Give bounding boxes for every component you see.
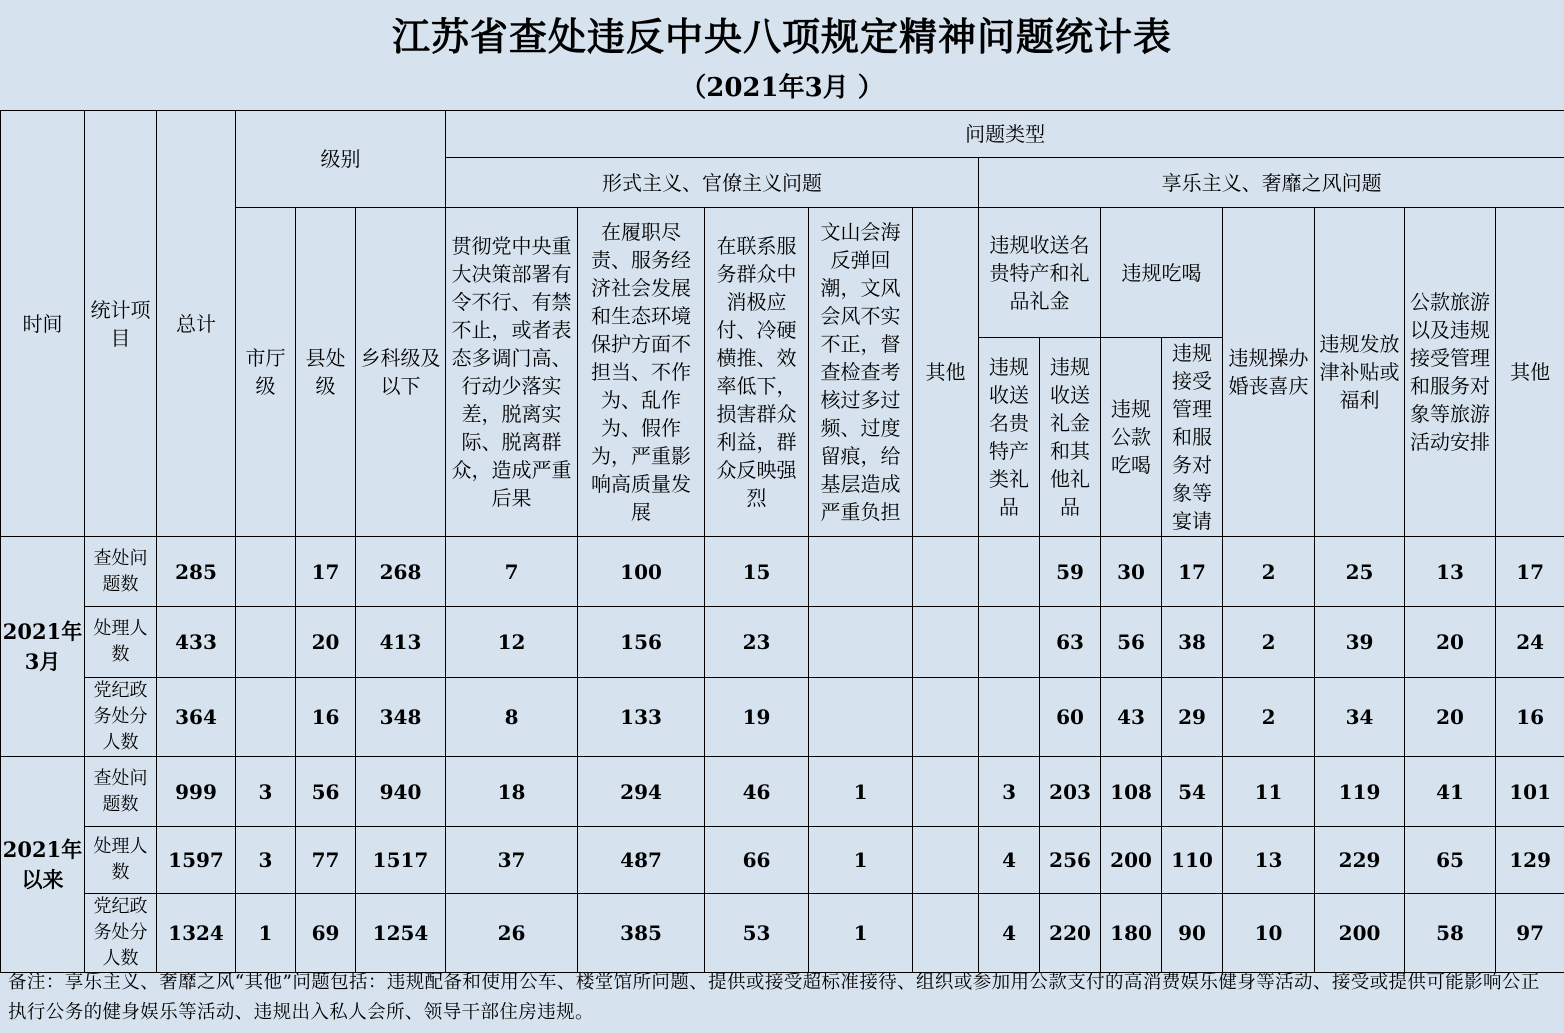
cell-total: 433 — [157, 607, 236, 678]
header-time: 时间 — [1, 111, 85, 537]
cell-total: 364 — [157, 678, 236, 757]
cell-f2: 385 — [578, 894, 705, 973]
header-gift-money: 违规收送礼金和其他礼品 — [1040, 338, 1101, 537]
cell-gift-a — [979, 678, 1040, 757]
cell-county: 17 — [296, 537, 356, 607]
header-level: 级别 — [236, 111, 446, 208]
header-formalism: 形式主义、官僚主义问题 — [446, 158, 979, 208]
cell-city: 3 — [236, 827, 296, 894]
row-item: 处理人数 — [85, 827, 157, 894]
cell-county: 16 — [296, 678, 356, 757]
cell-total: 285 — [157, 537, 236, 607]
cell-other: 129 — [1496, 827, 1564, 894]
cell-eat-a: 108 — [1101, 757, 1162, 827]
cell-county: 77 — [296, 827, 356, 894]
header-eating-banquet: 违规接受管理和服务对象等宴请 — [1162, 338, 1223, 537]
period-label: 2021年以来 — [1, 757, 85, 973]
header-formalism-decision: 贯彻党中央重大决策部署有令不行、有禁不止，或者表态多调门高、行动少落实差，脱离实际、脱离群众，造成严重后果 — [446, 208, 578, 537]
header-gift-specialty: 违规收送名贵特产类礼品 — [979, 338, 1040, 537]
header-travel: 公款旅游以及违规接受管理和服务对象等旅游活动安排 — [1405, 208, 1496, 537]
cell-wedding: 11 — [1223, 757, 1315, 827]
cell-f1: 8 — [446, 678, 578, 757]
header-total: 总计 — [157, 111, 236, 537]
cell-gift-a: 4 — [979, 894, 1040, 973]
cell-f3: 53 — [705, 894, 809, 973]
cell-township: 940 — [356, 757, 446, 827]
cell-wedding: 13 — [1223, 827, 1315, 894]
header-level-township: 乡科级及以下 — [356, 208, 446, 537]
period-label: 2021年3月 — [1, 537, 85, 757]
cell-f2: 133 — [578, 678, 705, 757]
cell-f1: 12 — [446, 607, 578, 678]
cell-f2: 294 — [578, 757, 705, 827]
cell-f1: 18 — [446, 757, 578, 827]
cell-eat-a: 30 — [1101, 537, 1162, 607]
cell-travel: 58 — [1405, 894, 1496, 973]
cell-gift-a — [979, 537, 1040, 607]
cell-total: 1597 — [157, 827, 236, 894]
cell-eat-a: 200 — [1101, 827, 1162, 894]
cell-f5 — [913, 678, 979, 757]
cell-wedding: 2 — [1223, 537, 1315, 607]
statistics-table — [0, 110, 1564, 973]
cell-township: 348 — [356, 678, 446, 757]
cell-eat-b: 54 — [1162, 757, 1223, 827]
cell-total: 999 — [157, 757, 236, 827]
cell-travel: 20 — [1405, 678, 1496, 757]
cell-f1: 7 — [446, 537, 578, 607]
header-subsidy: 违规发放津补贴或福利 — [1315, 208, 1405, 537]
cell-f5 — [913, 827, 979, 894]
cell-gift-a: 4 — [979, 827, 1040, 894]
cell-subsidy: 200 — [1315, 894, 1405, 973]
cell-subsidy: 229 — [1315, 827, 1405, 894]
table-row — [1, 537, 1564, 607]
cell-township: 413 — [356, 607, 446, 678]
header-gift: 违规收送名贵特产和礼品礼金 — [979, 208, 1101, 338]
cell-eat-a: 56 — [1101, 607, 1162, 678]
cell-other: 97 — [1496, 894, 1564, 973]
cell-wedding: 2 — [1223, 607, 1315, 678]
header-wedding: 违规操办婚丧喜庆 — [1223, 208, 1315, 537]
footnote: 备注：享乐主义、奢靡之风“其他”问题包括：违规配备和使用公车、楼堂馆所问题、提供或接受超标准接待、组织或参加用公款支付的高消费娱乐健身等活动、接受或提供可能影响公正执行公务的健身娱乐等活动、违规出入私人会所、领导干部住房违规。 — [8, 972, 1540, 1023]
table-row — [1, 757, 1564, 827]
cell-city: 1 — [236, 894, 296, 973]
cell-eat-a: 43 — [1101, 678, 1162, 757]
cell-f2: 100 — [578, 537, 705, 607]
header-eating-public: 违规公款吃喝 — [1101, 338, 1162, 537]
table-row — [1, 607, 1564, 678]
cell-eat-a: 180 — [1101, 894, 1162, 973]
cell-wedding: 2 — [1223, 678, 1315, 757]
header-formalism-service: 在联系服务群众中消极应付、冷硬横推、效率低下，损害群众利益，群众反映强烈 — [705, 208, 809, 537]
cell-travel: 65 — [1405, 827, 1496, 894]
cell-city: 3 — [236, 757, 296, 827]
cell-total: 1324 — [157, 894, 236, 973]
cell-f4: 1 — [809, 757, 913, 827]
cell-other: 16 — [1496, 678, 1564, 757]
cell-eat-b: 90 — [1162, 894, 1223, 973]
page-title: 江苏省查处违反中央八项规定精神问题统计表 — [391, 14, 1172, 59]
cell-travel: 20 — [1405, 607, 1496, 678]
cell-eat-b: 29 — [1162, 678, 1223, 757]
cell-f3: 23 — [705, 607, 809, 678]
cell-gift-b: 256 — [1040, 827, 1101, 894]
cell-f5 — [913, 607, 979, 678]
header-formalism-meetings: 文山会海反弹回潮，文风会风不实不正，督查检查考核过多过频、过度留痕，给基层造成严重负担 — [809, 208, 913, 537]
header-stat-item: 统计项目 — [85, 111, 157, 537]
cell-f4 — [809, 678, 913, 757]
cell-city — [236, 607, 296, 678]
cell-travel: 41 — [1405, 757, 1496, 827]
cell-f2: 487 — [578, 827, 705, 894]
cell-f3: 15 — [705, 537, 809, 607]
cell-gift-b: 203 — [1040, 757, 1101, 827]
header-level-county: 县处级 — [296, 208, 356, 537]
cell-county: 20 — [296, 607, 356, 678]
cell-township: 1254 — [356, 894, 446, 973]
cell-f1: 37 — [446, 827, 578, 894]
cell-subsidy: 39 — [1315, 607, 1405, 678]
header-eating: 违规吃喝 — [1101, 208, 1223, 338]
row-item: 党纪政务处分人数 — [85, 678, 157, 757]
cell-city — [236, 537, 296, 607]
header-problem-type: 问题类型 — [446, 111, 1564, 158]
cell-eat-b: 38 — [1162, 607, 1223, 678]
header-hedonism: 享乐主义、奢靡之风问题 — [979, 158, 1564, 208]
cell-county: 69 — [296, 894, 356, 973]
row-item: 处理人数 — [85, 607, 157, 678]
cell-city — [236, 678, 296, 757]
cell-f3: 19 — [705, 678, 809, 757]
header-formalism-other: 其他 — [913, 208, 979, 537]
cell-eat-b: 17 — [1162, 537, 1223, 607]
header-formalism-duty: 在履职尽责、服务经济社会发展和生态环境保护方面不担当、不作为、乱作为、假作为，严重影响高质量发展 — [578, 208, 705, 537]
cell-f5 — [913, 537, 979, 607]
cell-gift-b: 59 — [1040, 537, 1101, 607]
cell-f5 — [913, 894, 979, 973]
cell-other: 17 — [1496, 537, 1564, 607]
row-item: 党纪政务处分人数 — [85, 894, 157, 973]
cell-f4 — [809, 537, 913, 607]
cell-subsidy: 25 — [1315, 537, 1405, 607]
cell-gift-b: 220 — [1040, 894, 1101, 973]
cell-f2: 156 — [578, 607, 705, 678]
cell-f1: 26 — [446, 894, 578, 973]
cell-f3: 66 — [705, 827, 809, 894]
table-row — [1, 827, 1564, 894]
cell-township: 1517 — [356, 827, 446, 894]
table-row — [1, 894, 1564, 973]
cell-subsidy: 34 — [1315, 678, 1405, 757]
cell-county: 56 — [296, 757, 356, 827]
page-subtitle: （2021年3月 ） — [680, 73, 884, 103]
cell-subsidy: 119 — [1315, 757, 1405, 827]
title-block — [0, 0, 1564, 111]
table-row — [1, 678, 1564, 757]
cell-gift-b: 60 — [1040, 678, 1101, 757]
cell-f5 — [913, 757, 979, 827]
cell-township: 268 — [356, 537, 446, 607]
row-item: 查处问题数 — [85, 757, 157, 827]
cell-f4 — [809, 607, 913, 678]
cell-travel: 13 — [1405, 537, 1496, 607]
header-hedonism-other: 其他 — [1496, 208, 1564, 537]
cell-gift-a: 3 — [979, 757, 1040, 827]
cell-wedding: 10 — [1223, 894, 1315, 973]
cell-eat-b: 110 — [1162, 827, 1223, 894]
cell-f4: 1 — [809, 894, 913, 973]
cell-gift-a — [979, 607, 1040, 678]
header-level-city: 市厅级 — [236, 208, 296, 537]
cell-f3: 46 — [705, 757, 809, 827]
cell-other: 101 — [1496, 757, 1564, 827]
cell-other: 24 — [1496, 607, 1564, 678]
cell-gift-b: 63 — [1040, 607, 1101, 678]
row-item: 查处问题数 — [85, 537, 157, 607]
cell-f4: 1 — [809, 827, 913, 894]
